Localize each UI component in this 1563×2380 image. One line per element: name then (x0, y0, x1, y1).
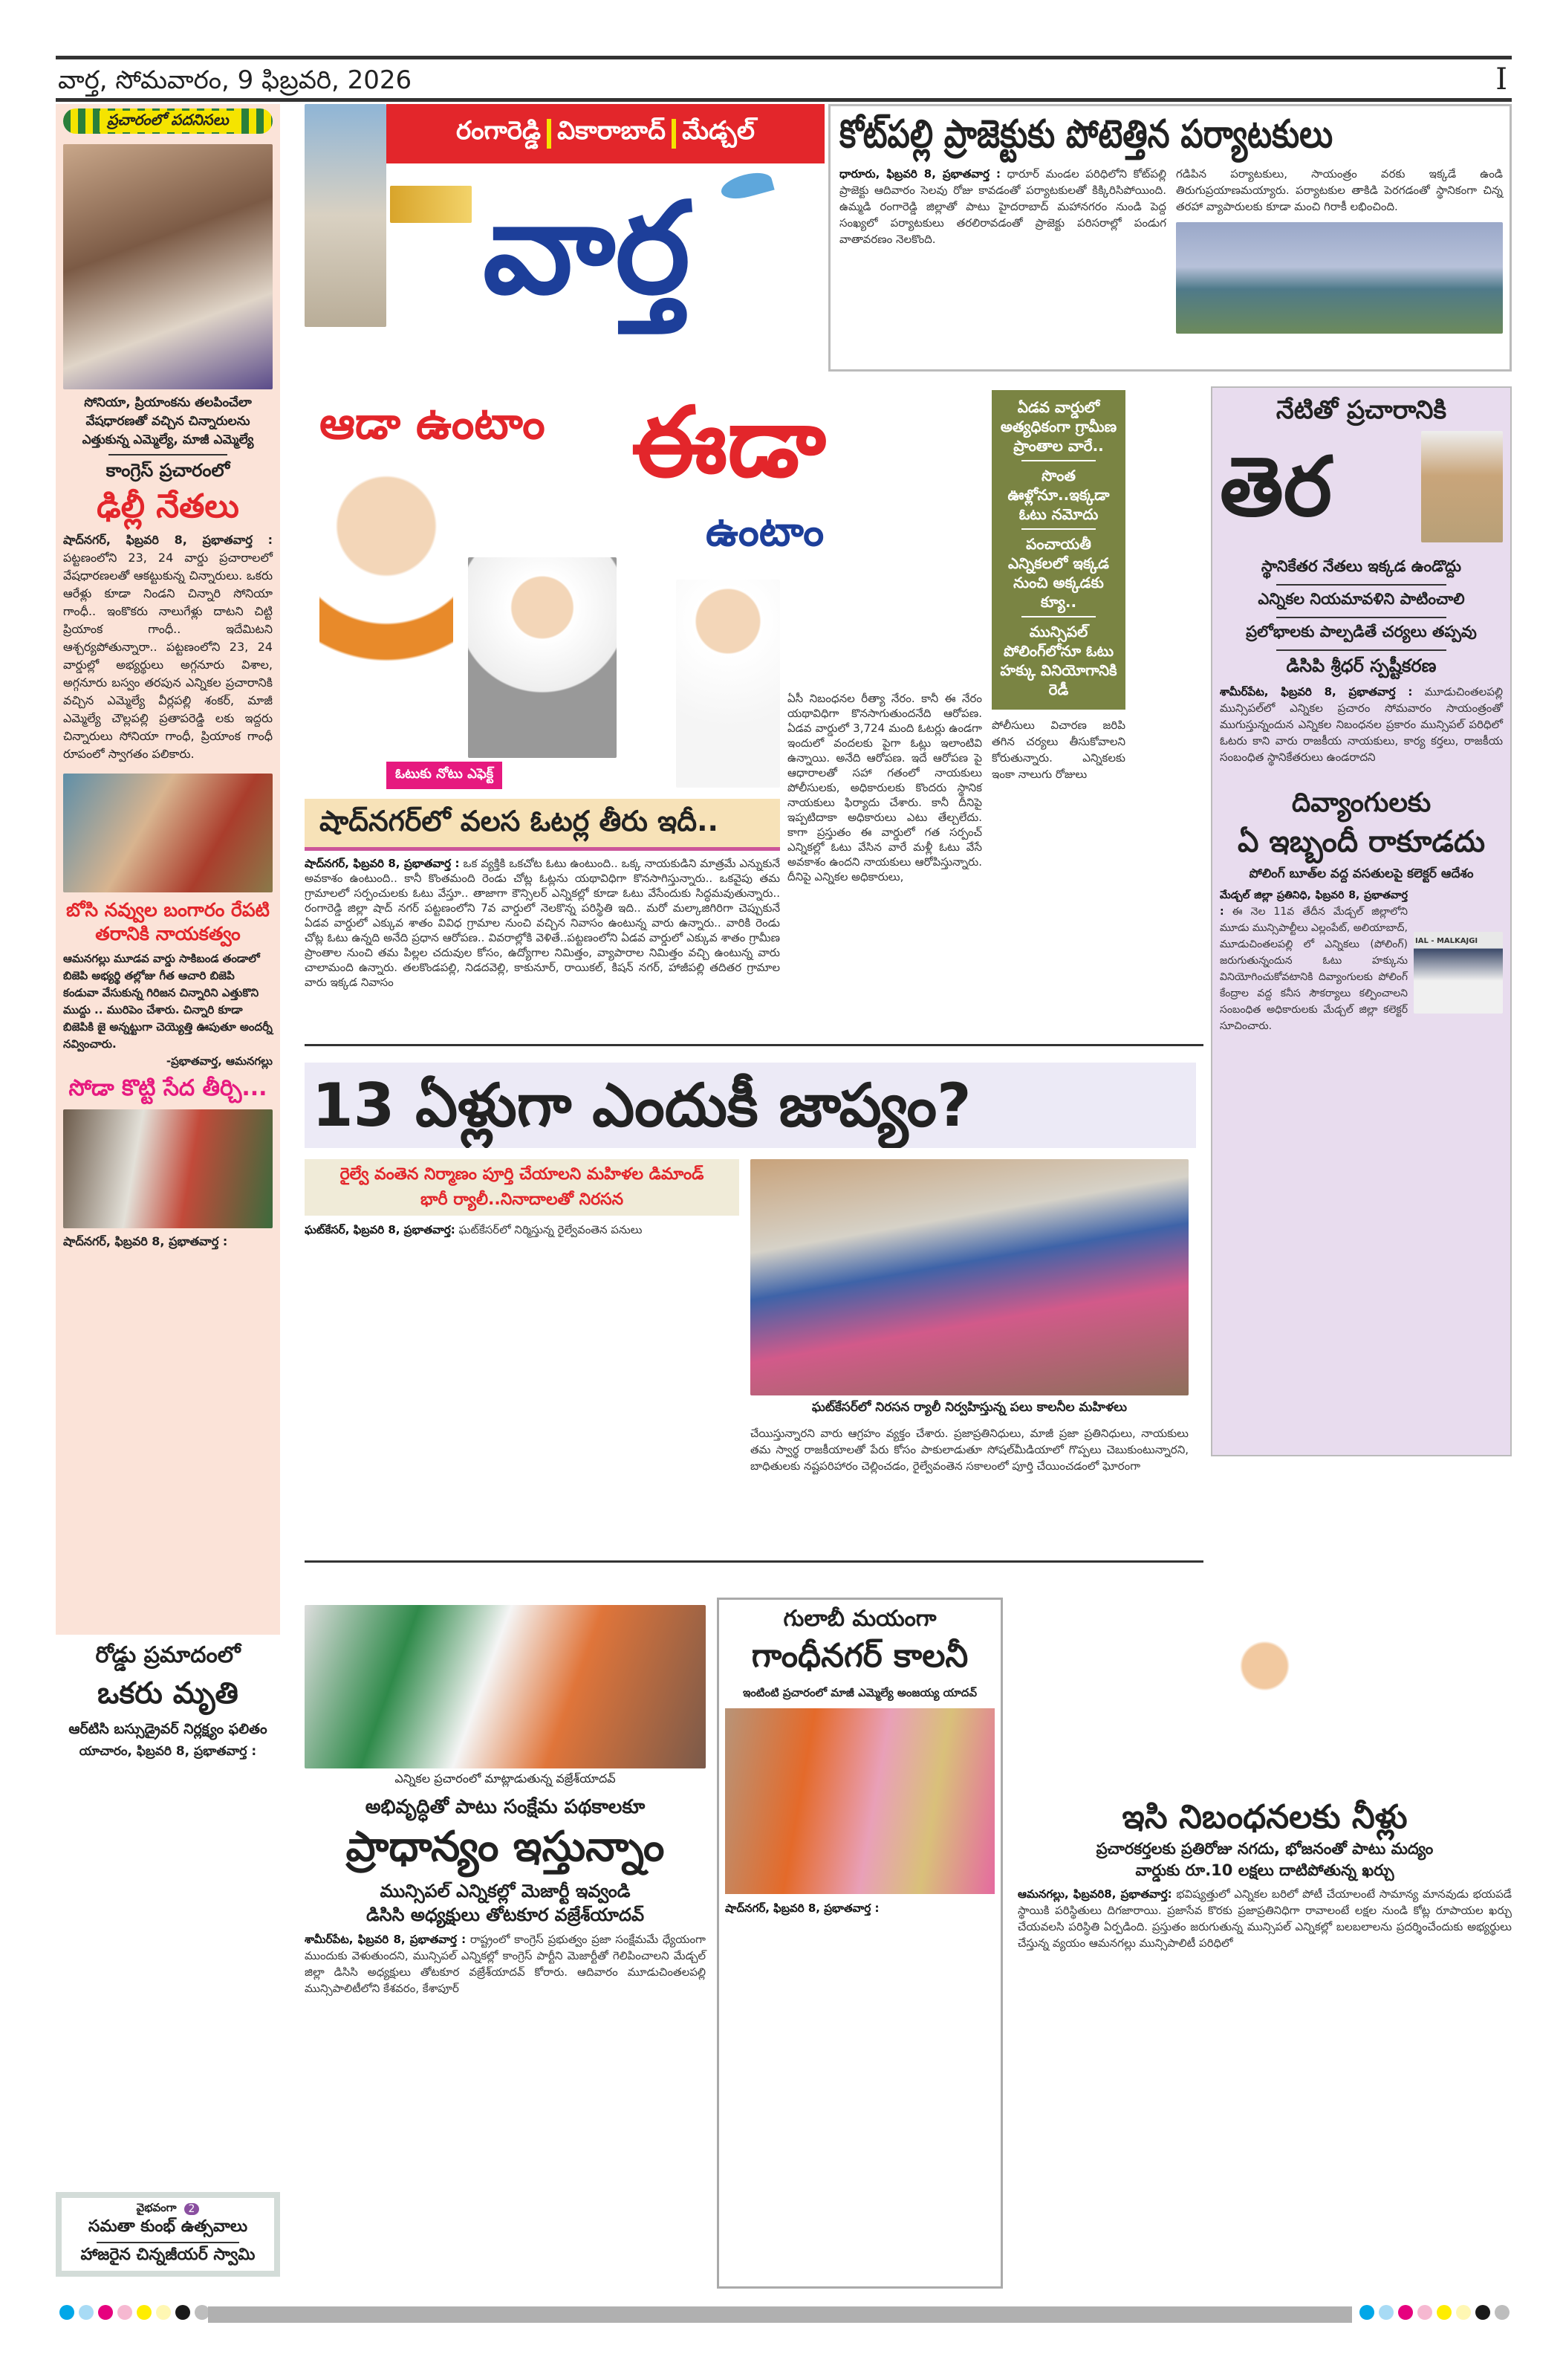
photo-soda (63, 1109, 273, 1228)
story-subhead: భారీ ర్యాలీ..నినాదాలతో నిరసన (420, 1190, 624, 1209)
section-rule (305, 1560, 1203, 1563)
registration-dot (195, 2305, 209, 2320)
story-body: ఆమనగల్లు మూడవ వార్డు సాకిబండ తండాలో బిజెపి అభ్యర్థి తల్లోజు గీత ఆచారి బిజెపి కండువా వేసుకున్న గిరిజన చిన్నారిని ఎత్తుకొని ముద్దు .. మురిపెం చేశారు. చిన్నారి కూడా బిజెపికి జై అన్నట్టుగా చెయ్యెత్తి ఊపుతూ అందర్నీ నవ్వించారు. (63, 952, 273, 1051)
gandhinagar-story (717, 1598, 1003, 2289)
story-subhead: స్థానికేతర నేతలు ఇక్కడ ఉండొద్దు (1261, 557, 1462, 575)
logo: వార్త (483, 175, 690, 322)
campaign-photo (725, 1708, 995, 1894)
header-rule (56, 98, 1512, 102)
photo-caption: సోనియా, ప్రియాంకను తలపించేలా వేషధారణతో వచ్చిన చిన్నారులను ఎత్తుకున్న ఎమ్మెల్యే, మాజీ ఎమ్మెల్యే (82, 395, 254, 447)
story-headline: గాంధీనగర్ కాలనీ (751, 1637, 969, 1675)
story-kicker: అభివృద్ధితో పాటు సంక్షేమ పథకాలకూ (365, 1796, 646, 1818)
district-label: మేడ్చల్ (682, 116, 755, 146)
dateline: వార్త, సోమవారం, 9 ఫిబ్రవరి, 2026 (58, 65, 412, 95)
registration-dot (1475, 2305, 1490, 2320)
story-headline: 13 ఏళ్లుగా ఎందుకీ జాప్యం? (305, 1063, 1196, 1148)
registration-dot (175, 2305, 190, 2320)
rally-photo (750, 1159, 1189, 1395)
page-number: I (1495, 62, 1507, 97)
story-headline: కోట్‌పల్లి ప్రాజెక్టుకు పోటెత్తిన పర్యాటకులు (839, 112, 1333, 157)
dcp-photo (1421, 431, 1503, 542)
section-rule (305, 1044, 1203, 1046)
story-dateline: షాద్‌నగర్, ఫిబ్రవరి 8, ప్రభాతవార్త : (63, 533, 273, 547)
highlight-item: సొంత ఊళ్లోనూ..ఇక్కడా ఓటు నమోదు (1007, 467, 1110, 523)
story-body: పట్టణంలోని 23, 24 వార్డు ప్రచారాలలో వేషధారణలతో ఆకట్టుకున్న చిన్నారులు. ఒకరు ఆరేళ్లు కూడా నిండని చిన్నారి సోనియా గాంధీ.. ఇంకొకరు నాలుగేళ్లు దాటని చిట్టి ప్రియాంక గాంధీ.. ఇదేమిటని ఆశ్చర్యపోతున్నారా.. పట్టణంలోని 23, 24 వార్డుల్లో అభ్యర్థులు అగ్గనూరు విశాల, అగ్గనూరు బస్వం తరపున ఎన్నికల ప్రచారానికి వచ్చిన ఎమ్మెల్యే వీర్లపల్లి శంకర్, మాజీ ఎమ్మెల్యే చౌల్లపల్లి ప్రతాపరెడ్డి లకు ఇద్దరు చిన్నారులు సోనియా గాంధీ, ప్రియాంక గాంధీ రూపంలో స్వాగతం పలికారు. (63, 551, 273, 761)
election-spending-illustration (1018, 1612, 1512, 1791)
story-headline: ఒకరు మృతి (97, 1676, 238, 1711)
left-column (56, 104, 280, 1635)
politician-caricature (319, 468, 453, 758)
registration-bar (208, 2306, 1352, 2323)
registration-marks-left (59, 2305, 209, 2320)
story-body: చేయిస్తున్నారని వారు ఆగ్రహం వ్యక్తం చేశారు. ప్రజాప్రతినిధులు, మాజీ ప్రజా ప్రతినిధులు, నాయకులు తమ స్వార్థ రాజకీయాలతో పేరు కోసం పాకులాడుతూ సోషల్‌మీడియాలో గొప్పలు చెబుకుంటున్నారని, బాధితులకు నష్టపరిహారం చెల్లించడం, రైల్వేవంతెన సకాలంలో పూర్తి చేయించడంలో ఘోరంగా (750, 1427, 1189, 1473)
congress-campaign-photo (305, 1605, 706, 1768)
registration-dot (1359, 2305, 1374, 2320)
cartoon-title: ఉంటాం (706, 508, 825, 555)
story-headline: తెర (1220, 439, 1332, 534)
photo-sign-text: IAL - MALKAJGI (1415, 937, 1478, 945)
story-headline: ఏ ఇబ్బందీ రాకూడదు (1237, 825, 1486, 859)
story-subhead: వార్డుకు రూ.10 లక్షలు దాటిపోతున్న ఖర్చు (1135, 1861, 1394, 1879)
story-dateline: యాచారం, ఫిబ్రవరి 8, ప్రభాతవార్త : (79, 1744, 257, 1759)
story-subhead: ప్రచారకర్తలకు ప్రతిరోజు నగదు, భోజనంతో పాటు మద్యం (1096, 1840, 1434, 1858)
story-dateline: శామీర్‌పేట, ఫిబ్రవరి 8, ప్రభాతవార్త : (1220, 685, 1413, 698)
highlight-item: పంచాయతీ ఎన్నికలలో ఇక్కడ నుంచి అక్కడకు క్యూ.. (1008, 535, 1109, 611)
registration-dot (156, 2305, 171, 2320)
story-dateline: శామీర్‌పేట, ఫిబ్రవరి 8, ప్రభాతవార్త : (305, 1933, 467, 1946)
story-body: ఒక వ్యక్తికి ఒకచోట ఓటు ఉంటుంది.. ఒక్క నాయకుడిని మాత్రమే ఎన్నుకునే అవకాశం ఉంటుంది.. కానీ కొంతమంది రెండు చోట్ల ఓట్లను యథావిధిగా కొనసాగిస్తున్నారు.. ఒకవైపు తమ గ్రామాలలో సర్పంచులకు ఓటు వేస్తూ.. తాజాగా కౌన్సిలర్ ఎన్నికల్లో కూడా ఓటు వేసేందుకు సిద్ధమవుతున్నారు.. రంగారెడ్డి జిల్లా షాద్ నగర్ పట్టణంలోని 7వ వార్డులో నెలకొన్న పరిస్థితి ఇది.. మరో మల్కాజిగిరిగా చెప్పుకునే ఏడవ వార్డులో ఎక్కువ శాతం వివిధ గ్రామాల నుంచి వచ్చిన నివాసం ఉంటున్న వారు ఉన్నారు.. వారికి రెండు చోట్ల ఓటు ఉన్నది అనేది ప్రధాన ఆరోపణ.. వివరాల్లోకి వెళితే..పట్టణంలోని ఏడవ వార్డులో ఎక్కువ శాతం గ్రామీణ ప్రాంతాల నుంచి తమ పిల్లల చదువుల కోసం, ఉద్యోగాల నిమిత్తం, వ్యాపారాల నిమిత్తం వచ్చి ఉంటున్న వారు చాలామంది ఉన్నారు. తలకొండపల్లి, నిడదవెల్లి, కాకునూర్, రాయికల్, కిషన్ నగర్, హాజీపల్లి తదితర గ్రామాల వారు ఇక్కడ నివాసం (305, 857, 780, 989)
story-kicker: వైభవంగా (136, 2201, 177, 2214)
story-headline: హాజరైన చిన్నజీయర్ స్వామి (80, 2246, 256, 2264)
story-subhead: పోలింగ్ బూత్‌ల వద్ద వసతులపై కలెక్టర్ ఆదేశం (1249, 866, 1474, 881)
story-kicker: నేటితో ప్రచారానికి (1276, 395, 1447, 425)
story-byline: డిసిపి శ్రీధర్ స్పష్టీకరణ (1286, 655, 1437, 676)
highlight-item: ఏడవ వార్డులో అత్యధికంగా గ్రామీణ ప్రాంతాల వారే.. (1000, 398, 1117, 455)
district-label: రంగారెడ్డి (456, 116, 542, 146)
story-kicker: దివ్యాంగులకు (1291, 788, 1432, 818)
story-body: పోలీసులు విచారణ జరిపి తగిన చర్యలు తీసుకోవాలని కోరుతున్నారు. ఎన్నికలకు ఇంకా నాలుగు రోజులు (992, 710, 1125, 782)
registration-dot (1456, 2305, 1471, 2320)
section-tag (63, 108, 273, 134)
photo-caption: ఎన్నికల ప్రచారంలో మాట్లాడుతున్న వజ్రేశ్‌యాదవ్ (394, 1771, 616, 1786)
collector-photo (1414, 932, 1503, 1014)
railway-subhead-box (305, 1159, 739, 1216)
story-credit: -ప్రభాతవార్త, ఆమనగల్లు (166, 1054, 273, 1068)
story-headline: సమతా కుంభ్ ఉత్సవాలు (88, 2217, 248, 2236)
story-body: ధారూర్ మండల పరిధిలోని కోట్‌పల్లి ప్రాజెక్టు ఆదివారం సెలవు రోజు కావడంతో పర్యాటకులతో కిక్కిరిసిపోయింది. ఉమ్మడి రంగారెడ్డి జిల్లాతో పాటు హైదరాబాద్ మహానగరం నుండి పెద్ద సంఖ్యలో పర్యాటకులు తరలిరావడంతో ప్రాజెక్టు పరిసరాల్లో పండుగ వాతావరణం నెలకొంది. (839, 167, 1166, 246)
story-dateline: షాద్‌నగర్, ఫిబ్రవరి 8, ప్రభాతవార్త : (63, 1234, 228, 1248)
story-dateline: ఆమనగల్లు, ఫిబ్రవరి8, ప్రభాతవార్త: (1018, 1887, 1172, 1901)
dove-icon (718, 168, 774, 203)
right-column (1211, 386, 1512, 1456)
story-headline: ఢిల్లీ నేతలు (97, 487, 239, 525)
reservoir-photo (1176, 222, 1503, 334)
story-body: ఈ నెల 11వ తేదీన మేడ్చల్ జిల్లాలోని మూడు మున్సిపాల్టీలు ఎల్లంపేట్, అలియాబాద్, మూడుచింతలపల్లి లో ఎన్నికలు (పోలింగ్) జరుగుతున్నందున ఓటు హక్కును వినియోగించుకోవటానికి దివ్యాంగులకు పోలింగ్ కేంద్రాల వద్ద కనీస సౌకర్యాలు కల్పించాలని సంబంధిత అధికారులకు మేడ్చల్ జిల్లా కలెక్టర్ సూచించారు. (1220, 906, 1408, 1032)
district-label: వికారాబాద్ (557, 116, 666, 146)
story-dateline: ఘట్‌కేసర్, ఫిబ్రవరి 8, ప్రభాతవార్త: (305, 1223, 455, 1236)
story-subhead: ఎన్నికల నియమావళిని పాటించాలి (1258, 590, 1465, 608)
story-dateline: మేడ్చల్ జిల్లా ప్రతినిధి, ఫిబ్రవరి 8, ప్రభాతవార్త : (1220, 889, 1408, 918)
story-subhead: ఇంటింటి ప్రచారంలో మాజీ ఎమ్మెల్యే అంజయ్య యాదవ్ (742, 1686, 978, 1699)
voter-caricature (676, 580, 780, 788)
photo-bjp-candidate (63, 774, 273, 892)
cartoon-title: ఆడా ఉంటాం (319, 398, 545, 450)
registration-marks-right (1359, 2305, 1510, 2320)
story-headline: షాద్‌నగర్‌లో వలస ఓటర్ల తీరు ఇదీ.. (305, 799, 780, 851)
story-subhead: ఆర్‌టిసి బస్సుడ్రైవర్ నిర్లక్ష్యం ఫలితం (68, 1721, 267, 1737)
story-kicker: కాంగ్రెస్ ప్రచారంలో (105, 460, 230, 481)
photo-children-leaders (63, 144, 273, 389)
story-subhead: ప్రలోభాలకు పాల్పడితే చర్యలు తప్పవు (1246, 623, 1477, 641)
cartoon-title: ఈడా (631, 386, 826, 499)
masthead (305, 104, 825, 372)
cartoon-tag: ఓటుకు నోటు ఎఫెక్ట్ (386, 762, 502, 789)
samata-box (56, 2192, 280, 2277)
highlights-box (992, 390, 1125, 782)
registration-dot (1398, 2305, 1413, 2320)
story-dateline: షాద్‌నగర్, ఫిబ్రవరి 8, ప్రభాతవార్త : (725, 1901, 880, 1915)
temple-photo (305, 104, 386, 327)
top-rule (56, 56, 1512, 59)
story-headline: సోడా కొట్టి సేద తీర్చి... (68, 1075, 267, 1101)
story-headline: ప్రాధాన్యం ఇస్తున్నాం (345, 1823, 665, 1871)
voter-caricature (468, 557, 617, 758)
story-dateline: ధారూరు, ఫిబ్రవరి 8, ప్రభాతవార్త : (839, 167, 1001, 181)
registration-dot (98, 2305, 113, 2320)
registration-dot (1417, 2305, 1432, 2320)
registration-dot (1379, 2305, 1394, 2320)
story-body: మూడుచింతలపల్లి మున్సిపల్‌లో ఎన్నికల ప్రచారం సోమవారం సాయంత్రంతో ముగుస్తున్నందున ఎన్నికల నిబంధనల ప్రకారం మున్సిపల్ పరిధిలో ఓటరు కాని వారు రాజకీయ నాయకులు, కార్య కర్తలు, రాజకీయ సంబంధిత స్థానికేతరులు ఉండరాదని (1220, 685, 1503, 764)
story-body: ఘట్‌కేసర్‌లో నిర్మిస్తున్న రైల్వేవంతెన పనులు (458, 1223, 643, 1236)
registration-dot (1495, 2305, 1510, 2320)
section-tag-label: ప్రచారంలో పదనిసలు (100, 111, 235, 132)
page-badge: 2 (184, 2203, 200, 2215)
story-body: ఏసీ నిబంధనల రీత్యా నేరం. కానీ ఈ నేరం యథావిధిగా కొనసాగుతుందనేది ఆరోపణ. ఏడవ వార్డులో 3,724 మంది ఓటర్లు ఉండగా ఇందులో వందలకు పైగా ఓట్లు ఇలాంటివి ఉన్నాయి. అనేది ఆరోపణ. ఇదే ఆరోపణ పై ఆధారాలతో సహా గతంలో నాయకులు పోలీసులకు, అధికారులకు కొందరు స్థానిక నాయకులు ఫిర్యాదు చేశారు. కానీ దీనిపై ఇప్పటిదాకా అధికారులు ఎటు తేల్చలేదు. కాగా ప్రస్తుతం ఈ వార్డులో గత సర్పంచ్ ఎన్నికల్లో ఓటు వేసిన వారే మళ్లీ ఓటు వేసే అవకాశం ఉందని నాయకులు ఆరోపిస్తున్నారు. దీనిపై ఎన్నికల అధికారులు, (787, 692, 982, 883)
road-accident-story (56, 1642, 280, 1762)
story-headline: బోసి నవ్వుల బంగారం రేపటి తరానికి నాయకత్వం (66, 899, 270, 944)
story-kicker: రోడ్డు ప్రమాదంలో (95, 1642, 241, 1668)
lamp-icon (390, 186, 472, 223)
registration-dot (117, 2305, 132, 2320)
story-subhead: మున్సిపల్ ఎన్నికల్లో మెజార్టీ ఇవ్వండి (380, 1881, 631, 1901)
story-headline: ఇసి నిబంధనలకు నీళ్లు (1122, 1798, 1408, 1836)
story-subhead: డిసిసి అధ్యక్షులు తోటకూర వజ్రేశ్‌యాదవ్ (365, 1904, 645, 1925)
registration-dot (79, 2305, 94, 2320)
story-body: గడిపిన పర్యాటకులు, సాయంత్రం వరకు ఇక్కడే ఉండి తిరుగుప్రయాణమయ్యారు. పర్యాటకుల తాకిడి పెరగడంతో స్థానికంగా చిన్న తరహా వ్యాపారులకు కూడా మంచి గిరాకీ లభించింది. (1176, 167, 1503, 213)
story-body: రాష్ట్రంలో కాంగ్రెస్ ప్రభుత్వం ప్రజా సంక్షేమమే ధ్యేయంగా ముందుకు వెళుతుందని, మున్సిపల్ ఎన్నికల్లో కాంగ్రెస్ పార్టీని మెజార్టీతో గెలిపించాలని మేడ్చల్ జిల్లా డిసిసి అధ్యక్షులు తోటకూర వజ్రేశ్‌యాదవ్ కోరారు. ఆదివారం మూడుచింతలపల్లి మున్సిపాలిటీలోని కేశవరం, కేశాపూర్ (305, 1933, 706, 1995)
kotpalli-story (828, 104, 1512, 372)
story-kicker: గులాబీ మయంగా (783, 1606, 937, 1632)
registration-dot (137, 2305, 152, 2320)
story-subhead: రైల్వే వంతెన నిర్మాణం పూర్తి చేయాలని మహిళల డిమాండ్ (339, 1165, 704, 1184)
registration-dot (1437, 2305, 1452, 2320)
highlight-item: మున్సిపల్ పోలింగ్‌లోనూ ఓటు హక్కు వినియోగానికి రెడీ (1000, 623, 1117, 698)
registration-dot (59, 2305, 74, 2320)
story-body: భవిష్యత్తులో ఎన్నికల బరిలో పోటీ చేయాలంటే సామాన్య మానవుడు భయపడే స్థాయికి పరిస్థితులు దిగజారాయి. ప్రజాసేవ కొరకు ప్రజాప్రతినిధిగా రావాలంటే లక్షల నుండి కోట్ల రూపాయల ఖర్చు చేయవలసి పరిస్థితి ఏర్పడింది. ప్రస్తుతం జరుగుతున్న మున్సిపల్ ఎన్నికల్లో బలబలాలను ప్రదర్శించేందుకు అభ్యర్థులు చేస్తున్న వ్యయం ఆమనగల్లు మున్సిపాలిటీ పరిధిలో (1018, 1887, 1512, 1950)
story-dateline: షాద్‌నగర్, ఫిబ్రవరి 8, ప్రభాతవార్త : (305, 857, 460, 870)
photo-caption: ఘట్‌కేసర్‌లో నిరసన ర్యాలీ నిర్వహిస్తున్న పలు కాలనీల మహిళలు (811, 1400, 1128, 1415)
district-bar (386, 104, 825, 163)
